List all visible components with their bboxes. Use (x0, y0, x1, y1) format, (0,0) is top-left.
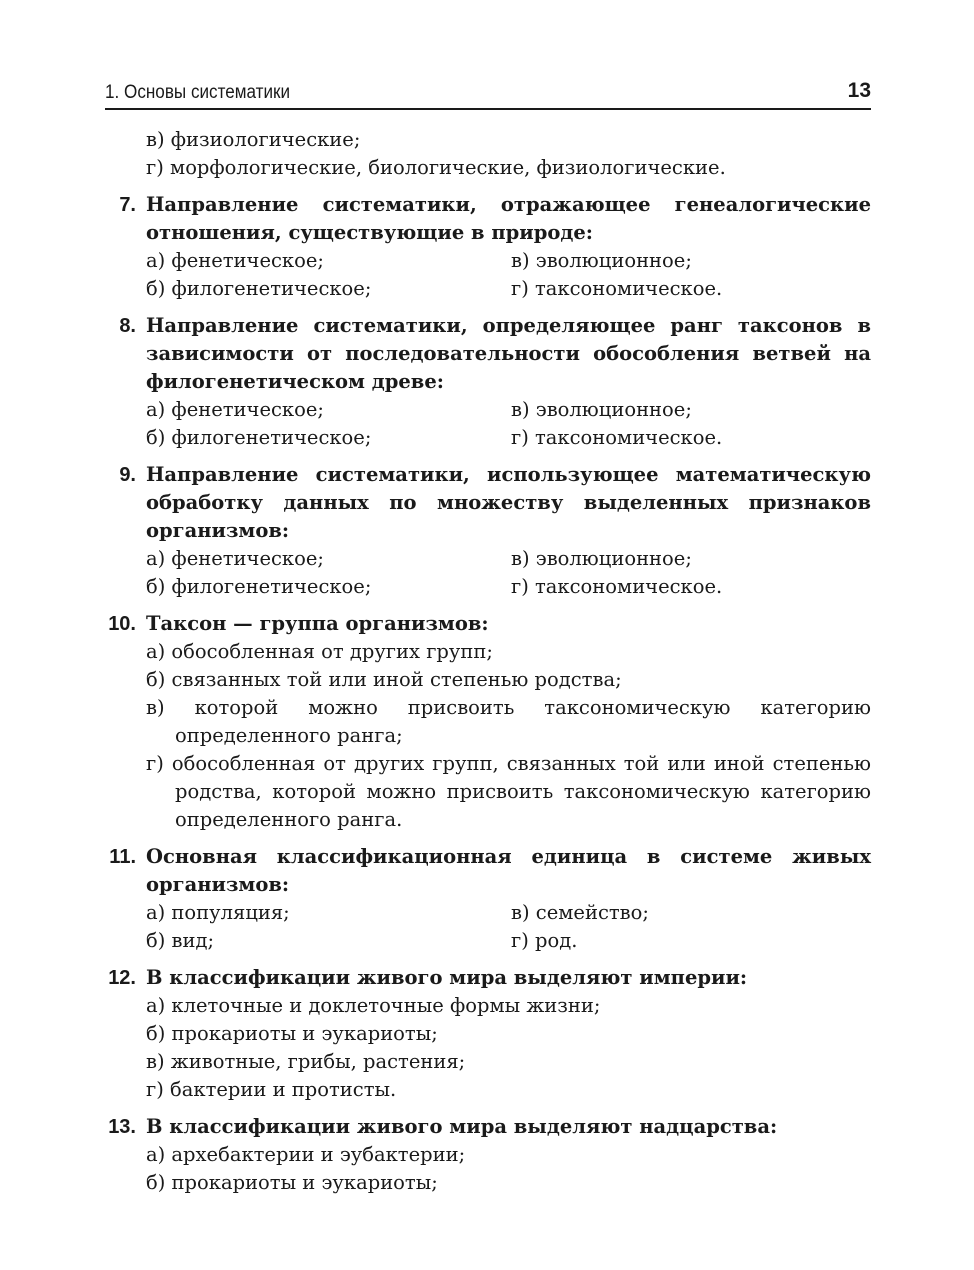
option-v: в) физиологические; (146, 128, 361, 151)
question-number: 10. (108, 613, 136, 635)
option-v: в) эволюционное; (511, 547, 692, 570)
question-text: Направление систематики, определяющее ранг таксонов в зависимости от последовательности обособления ветвей на филогенетическом древе: (146, 314, 871, 393)
option-a: а) клеточные и доклеточные формы жизни; (146, 994, 601, 1017)
question-text: В классификации живого мира выделяют империи: (146, 966, 748, 989)
option-g: г) таксономическое. (511, 575, 723, 598)
option-b: б) вид; (146, 929, 215, 952)
options-grid (146, 899, 871, 955)
option-v: в) эволюционное; (511, 249, 692, 272)
option-b: б) филогенетическое; (146, 426, 372, 449)
question-8 (105, 312, 871, 452)
option-v: в) которой можно присвоить таксономическую категорию определенного ранга; (146, 696, 871, 747)
question-number: 13. (108, 1116, 136, 1138)
option-a: а) популяция; (146, 901, 290, 924)
question-11 (105, 843, 871, 955)
page-header (105, 76, 871, 110)
continued-options (105, 126, 871, 182)
option-a: а) архебактерии и эубактерии; (146, 1143, 466, 1166)
option-b: б) филогенетическое; (146, 277, 372, 300)
question-13 (105, 1113, 871, 1197)
question-number: 12. (108, 967, 136, 989)
option-a: а) фенетическое; (146, 547, 324, 570)
option-g: г) обособленная от других групп, связанных той или иной степенью родства, которой можно присвоить таксономическую категорию определенного ранга. (146, 752, 871, 831)
option-g: г) таксономическое. (511, 277, 723, 300)
question-number: 8. (119, 315, 136, 337)
option-a: а) обособленная от других групп; (146, 640, 493, 663)
question-number: 9. (119, 464, 136, 486)
option-g: г) род. (511, 929, 578, 952)
option-v: в) эволюционное; (511, 398, 692, 421)
option-b: б) прокариоты и эукариоты; (146, 1022, 438, 1045)
question-number: 7. (119, 194, 136, 216)
option-a: а) фенетическое; (146, 249, 324, 272)
chapter-title: 1. Основы систематики (105, 82, 291, 103)
question-9 (105, 461, 871, 601)
option-b: б) филогенетическое; (146, 575, 372, 598)
page-number: 13 (847, 79, 871, 102)
option-g: г) бактерии и протисты. (146, 1078, 397, 1101)
option-b: б) прокариоты и эукариоты; (146, 1171, 438, 1194)
question-text: Таксон — группа организмов: (146, 612, 489, 635)
option-v: в) семейство; (511, 901, 649, 924)
option-g: г) таксономическое. (511, 426, 723, 449)
question-text: Направление систематики, использующее математическую обработку данных по множеству выделенных признаков организмов: (146, 463, 871, 542)
question-text: В классификации живого мира выделяют надцарства: (146, 1115, 778, 1138)
options-grid (146, 545, 871, 601)
question-12 (105, 964, 871, 1104)
option-b: б) связанных той или иной степенью родства; (146, 668, 622, 691)
page-content (105, 126, 871, 1197)
option-v: в) животные, грибы, растения; (146, 1050, 466, 1073)
options-grid (146, 247, 871, 303)
option-g: г) морфологические, биологические, физиологические. (146, 156, 726, 179)
option-a: а) фенетическое; (146, 398, 324, 421)
question-text: Основная классификационная единица в системе живых организмов: (146, 845, 871, 896)
question-number: 11. (109, 846, 136, 868)
options-grid (146, 396, 871, 452)
question-10 (105, 610, 871, 834)
question-7 (105, 191, 871, 303)
question-text: Направление систематики, отражающее генеалогические отношения, существующие в природе: (146, 193, 871, 244)
